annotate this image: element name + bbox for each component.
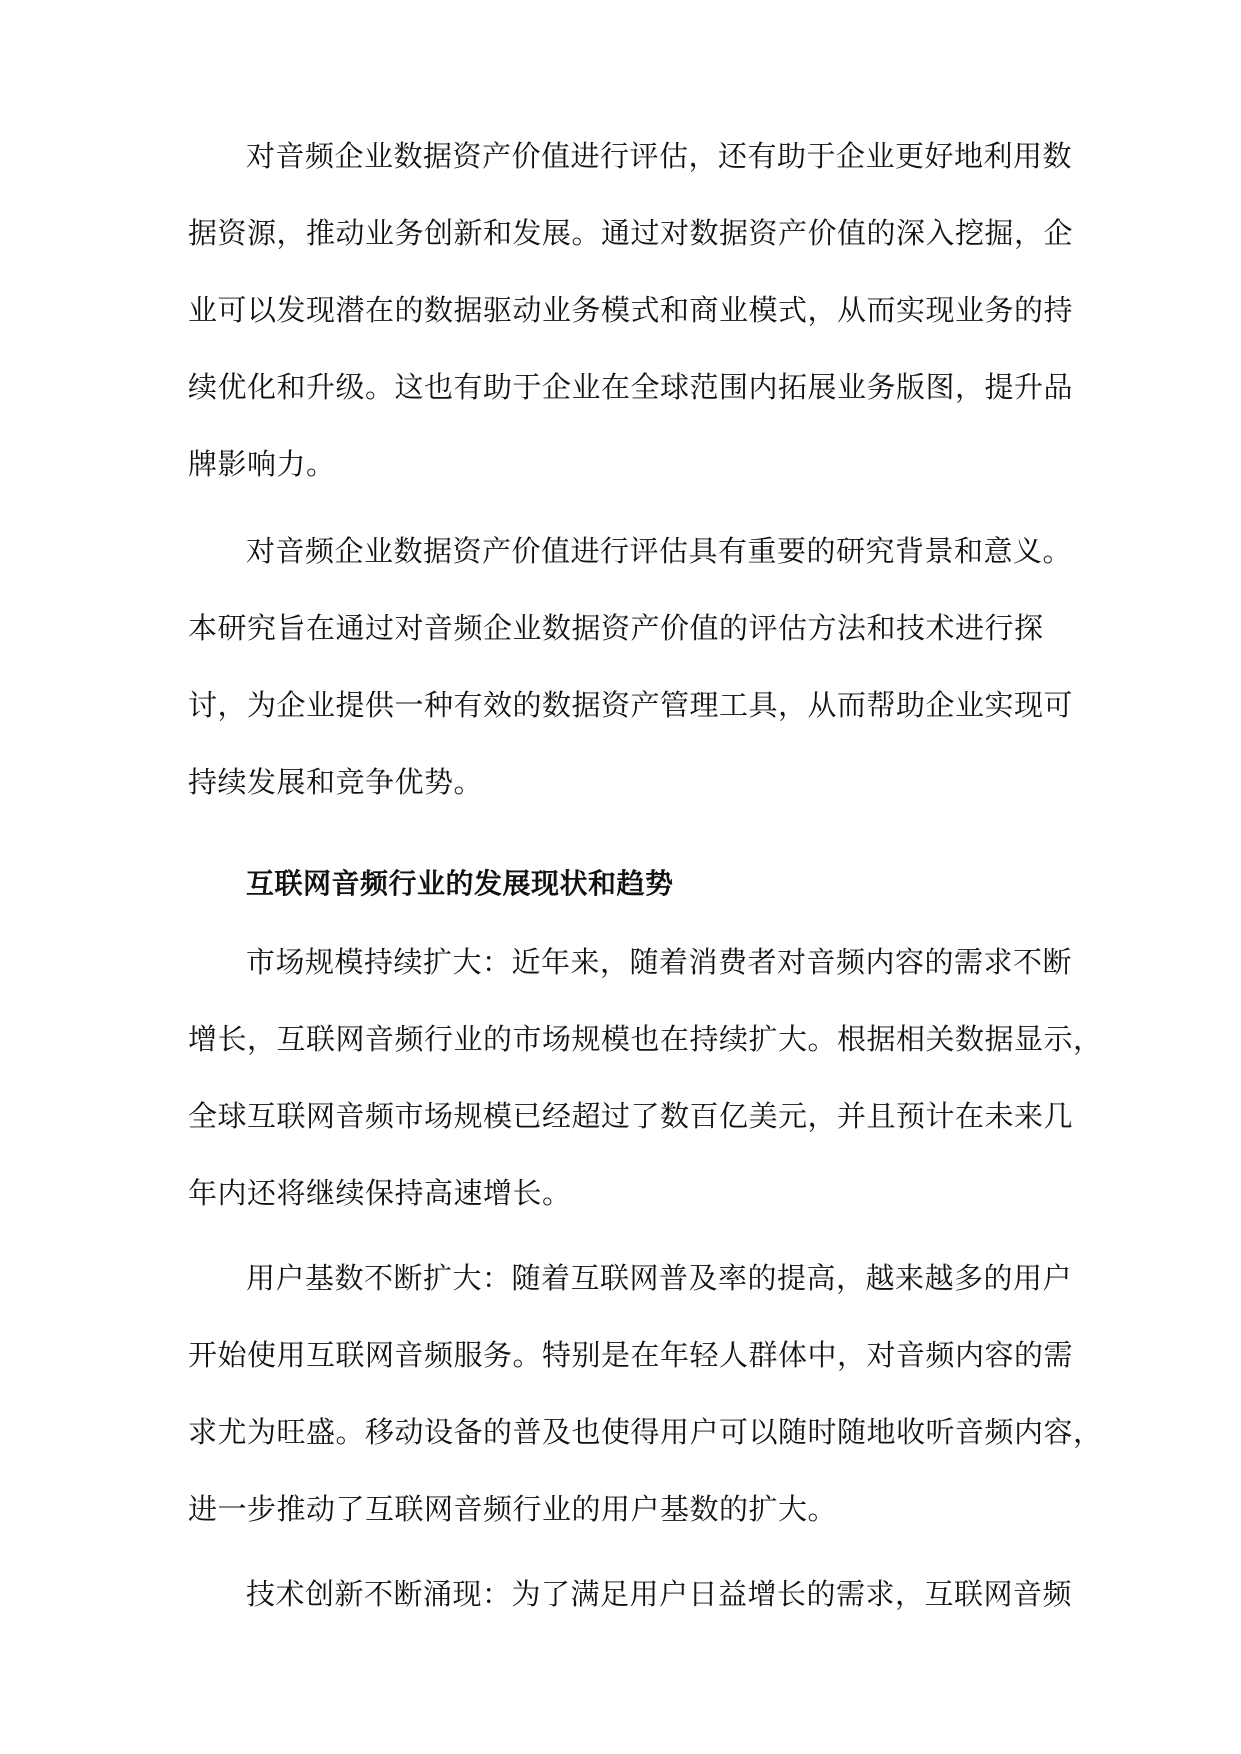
paragraph-2-line-2: 本研究旨在通过对音频企业数据资产价值的评估方法和技术进行探 xyxy=(188,611,1044,645)
paragraph-4-line-2: 开始使用互联网音频服务。特别是在年轻人群体中，对音频内容的需 xyxy=(188,1338,1074,1372)
paragraph-4-line-1: 用户基数不断扩大：随着互联网普及率的提高，越来越多的用户 xyxy=(246,1261,1073,1295)
paragraph-4-line-3: 求尤为旺盛。移动设备的普及也使得用户可以随时随地收听音频内容， xyxy=(188,1415,1103,1449)
paragraph-3-line-4: 年内还将继续保持高速增长。 xyxy=(188,1176,572,1210)
paragraph-3-line-3: 全球互联网音频市场规模已经超过了数百亿美元，并且预计在未来几 xyxy=(188,1099,1074,1133)
paragraph-1-line-1: 对音频企业数据资产价值进行评估，还有助于企业更好地利用数 xyxy=(246,139,1073,173)
paragraph-4-line-4: 进一步推动了互联网音频行业的用户基数的扩大。 xyxy=(188,1492,838,1526)
paragraph-5-line-1: 技术创新不断涌现：为了满足用户日益增长的需求，互联网音频 xyxy=(246,1577,1073,1611)
paragraph-2-line-4: 持续发展和竞争优势。 xyxy=(188,765,484,799)
paragraph-1-line-5: 牌影响力。 xyxy=(188,447,336,481)
section-heading: 互联网音频行业的发展现状和趋势 xyxy=(246,867,674,900)
paragraph-2-line-3: 讨，为企业提供一种有效的数据资产管理工具，从而帮助企业实现可 xyxy=(188,688,1074,722)
paragraph-3-line-2: 增长，互联网音频行业的市场规模也在持续扩大。根据相关数据显示， xyxy=(188,1022,1103,1056)
paragraph-1-line-4: 续优化和升级。这也有助于企业在全球范围内拓展业务版图，提升品 xyxy=(188,370,1074,404)
paragraph-1-line-2: 据资源，推动业务创新和发展。通过对数据资产价值的深入挖掘，企 xyxy=(188,216,1074,250)
paragraph-3-line-1: 市场规模持续扩大：近年来，随着消费者对音频内容的需求不断 xyxy=(246,945,1073,979)
paragraph-1-line-3: 业可以发现潜在的数据驱动业务模式和商业模式，从而实现业务的持 xyxy=(188,293,1074,327)
paragraph-2-line-1: 对音频企业数据资产价值进行评估具有重要的研究背景和意义。 xyxy=(246,534,1073,568)
